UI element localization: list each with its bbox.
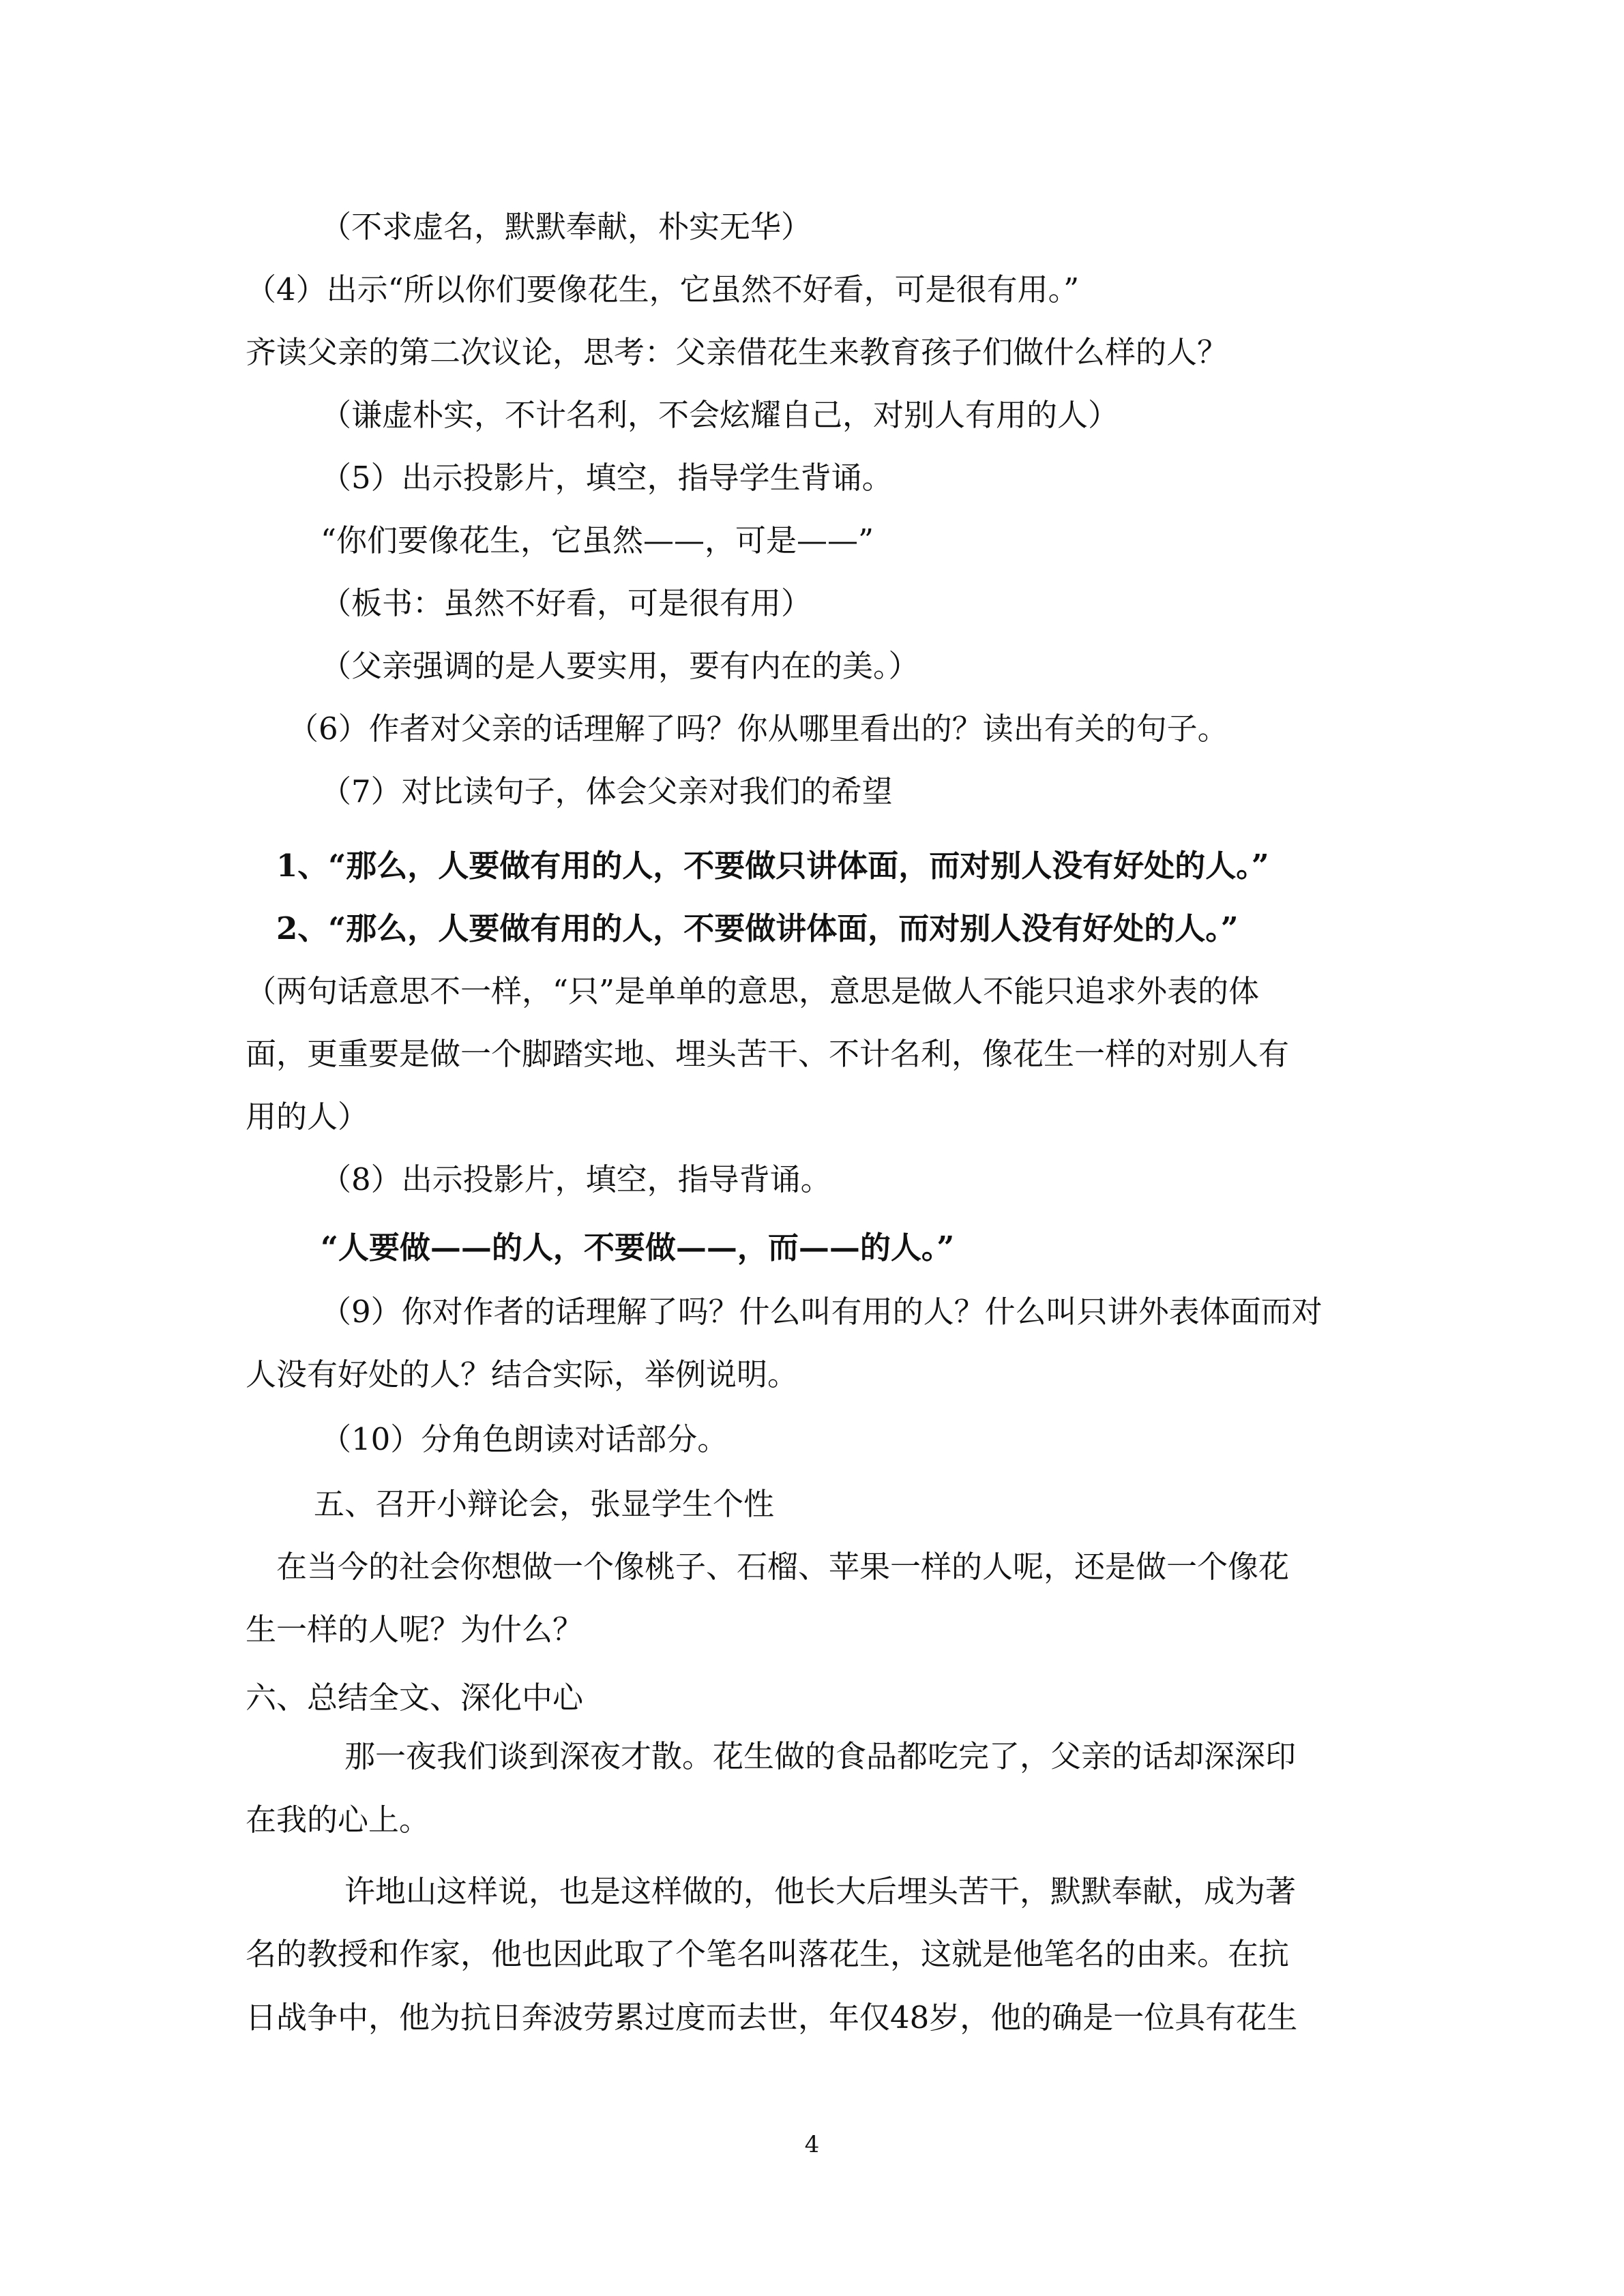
text-line-26: 在我的心上。 <box>246 1802 430 1838</box>
text-line-23: 生一样的人呢？为什么？ <box>246 1611 584 1648</box>
text-line-29: 日战争中，他为抗日奔波劳累过度而去世，年仅48岁，他的确是一位具有花生 <box>246 1999 1298 2036</box>
text-line-12: 2、“那么，人要做有用的人，不要做讲体面，而对别人没有好处的人。” <box>276 910 1239 946</box>
text-line-3: 齐读父亲的第二次议论，思考：父亲借花生来教育孩子们做什么样的人？ <box>246 334 1228 370</box>
text-line-25: 那一夜我们谈到深夜才散。花生做的食品都吃完了，父亲的话却深深印 <box>344 1738 1297 1774</box>
text-line-15: 用的人） <box>246 1099 369 1135</box>
text-line-24: 六、总结全文、深化中心 <box>246 1680 584 1716</box>
text-line-10: （7）对比读句子，体会父亲对我们的希望 <box>321 773 893 809</box>
text-line-2: （4）出示“所以你们要像花生，它虽然不好看，可是很有用。” <box>246 271 1080 308</box>
text-line-9: （6）作者对父亲的话理解了吗？你从哪里看出的？读出有关的句子。 <box>288 711 1228 747</box>
text-line-6: “你们要像花生，它虽然——，可是——” <box>321 522 874 558</box>
text-line-13: （两句话意思不一样，“只”是单单的意思，意思是做人不能只追求外表的体 <box>246 973 1260 1009</box>
text-line-17: “人要做——的人，不要做——，而——的人。” <box>321 1229 955 1266</box>
text-line-18: （9）你对作者的话理解了吗？什么叫有用的人？什么叫只讲外表体面而对 <box>321 1294 1323 1330</box>
page-number: 4 <box>804 2131 820 2158</box>
text-line-22: 在当今的社会你想做一个像桃子、石榴、苹果一样的人呢，还是做一个像花 <box>276 1549 1290 1585</box>
text-line-5: （5）出示投影片，填空，指导学生背诵。 <box>321 460 893 496</box>
text-line-11: 1、“那么，人要做有用的人，不要做只讲体面，而对别人没有好处的人。” <box>276 848 1269 884</box>
text-line-8: （父亲强调的是人要实用，要有内在的美。） <box>321 648 919 684</box>
text-line-16: （8）出示投影片，填空，指导背诵。 <box>321 1161 831 1197</box>
text-line-4: （谦虚朴实，不计名利，不会炫耀自己，对别人有用的人） <box>321 397 1119 433</box>
text-line-27: 许地山这样说，也是这样做的，他长大后埋头苦干，默默奉献，成为著 <box>344 1873 1297 1909</box>
text-line-19: 人没有好处的人？结合实际，举例说明。 <box>246 1356 799 1392</box>
text-line-14: 面，更重要是做一个脚踏实地、埋头苦干、不计名利，像花生一样的对别人有 <box>246 1036 1290 1072</box>
text-line-20: （10）分角色朗读对话部分。 <box>321 1421 728 1457</box>
text-line-21: 五、召开小辩论会，张显学生个性 <box>314 1486 775 1522</box>
text-line-1: （不求虚名，默默奉献，朴实无华） <box>321 209 812 245</box>
text-line-28: 名的教授和作家，他也因此取了个笔名叫落花生，这就是他笔名的由来。在抗 <box>246 1936 1290 1972</box>
text-line-7: （板书：虽然不好看，可是很有用） <box>321 585 812 621</box>
